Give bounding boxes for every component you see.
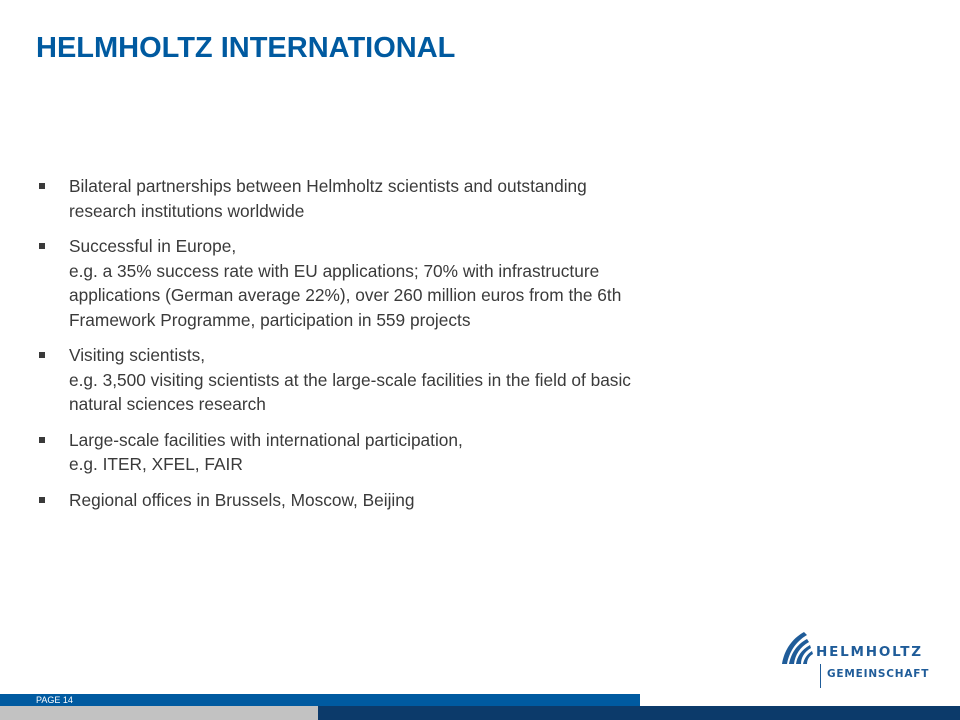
bullet-text-line: e.g. ITER, XFEL, FAIR	[69, 454, 243, 474]
square-bullet-icon	[39, 243, 45, 249]
slide-title: HELMHOLTZ INTERNATIONAL	[36, 32, 456, 64]
bullet-item-europe	[36, 234, 796, 332]
bullet-text-line: Visiting scientists,	[69, 345, 206, 365]
page-number: PAGE 14	[36, 695, 73, 705]
bullet-item-partnerships	[36, 174, 796, 223]
logo-subline: GEMEINSCHAFT	[827, 668, 930, 680]
square-bullet-icon	[39, 183, 45, 189]
bullet-text-line: e.g. 3,500 visiting scientists at the large-scale facilities in the field of basic	[69, 369, 631, 390]
helmholtz-swoosh-icon	[780, 630, 814, 666]
bullet-text-line: Regional offices in Brussels, Moscow, Beijing	[69, 489, 415, 510]
square-bullet-icon	[39, 497, 45, 503]
bullet-text-line: research institutions worldwide	[69, 200, 305, 221]
footer-bar-navy	[318, 706, 960, 720]
bullet-text-line: Successful in Europe,	[69, 236, 237, 256]
square-bullet-icon	[39, 352, 45, 358]
bullet-text-line: Bilateral partnerships between Helmholtz scientists and outstanding	[69, 176, 587, 196]
bullet-list	[36, 174, 796, 523]
footer-bar-blue	[0, 694, 640, 706]
bullet-text-line: Framework Programme, participation in 559 projects	[69, 309, 471, 330]
bullet-item-large-scale-facilities	[36, 428, 796, 477]
bullet-text-line: e.g. a 35% success rate with EU applications; 70% with infrastructure	[69, 260, 600, 281]
square-bullet-icon	[39, 437, 45, 443]
bullet-text-line: Large-scale facilities with international participation,	[69, 429, 463, 450]
footer-bar-gray	[0, 706, 318, 720]
logo-wordmark: HELMHOLTZ	[816, 644, 923, 660]
logo-divider	[820, 664, 821, 688]
bullet-text-line: applications (German average 22%), over 260 million euros from the 6th	[69, 285, 622, 305]
helmholtz-logo	[780, 630, 940, 692]
bullet-item-regional-offices	[36, 488, 796, 513]
bullet-text-line: natural sciences research	[69, 394, 266, 414]
bullet-item-visiting-scientists	[36, 343, 796, 417]
